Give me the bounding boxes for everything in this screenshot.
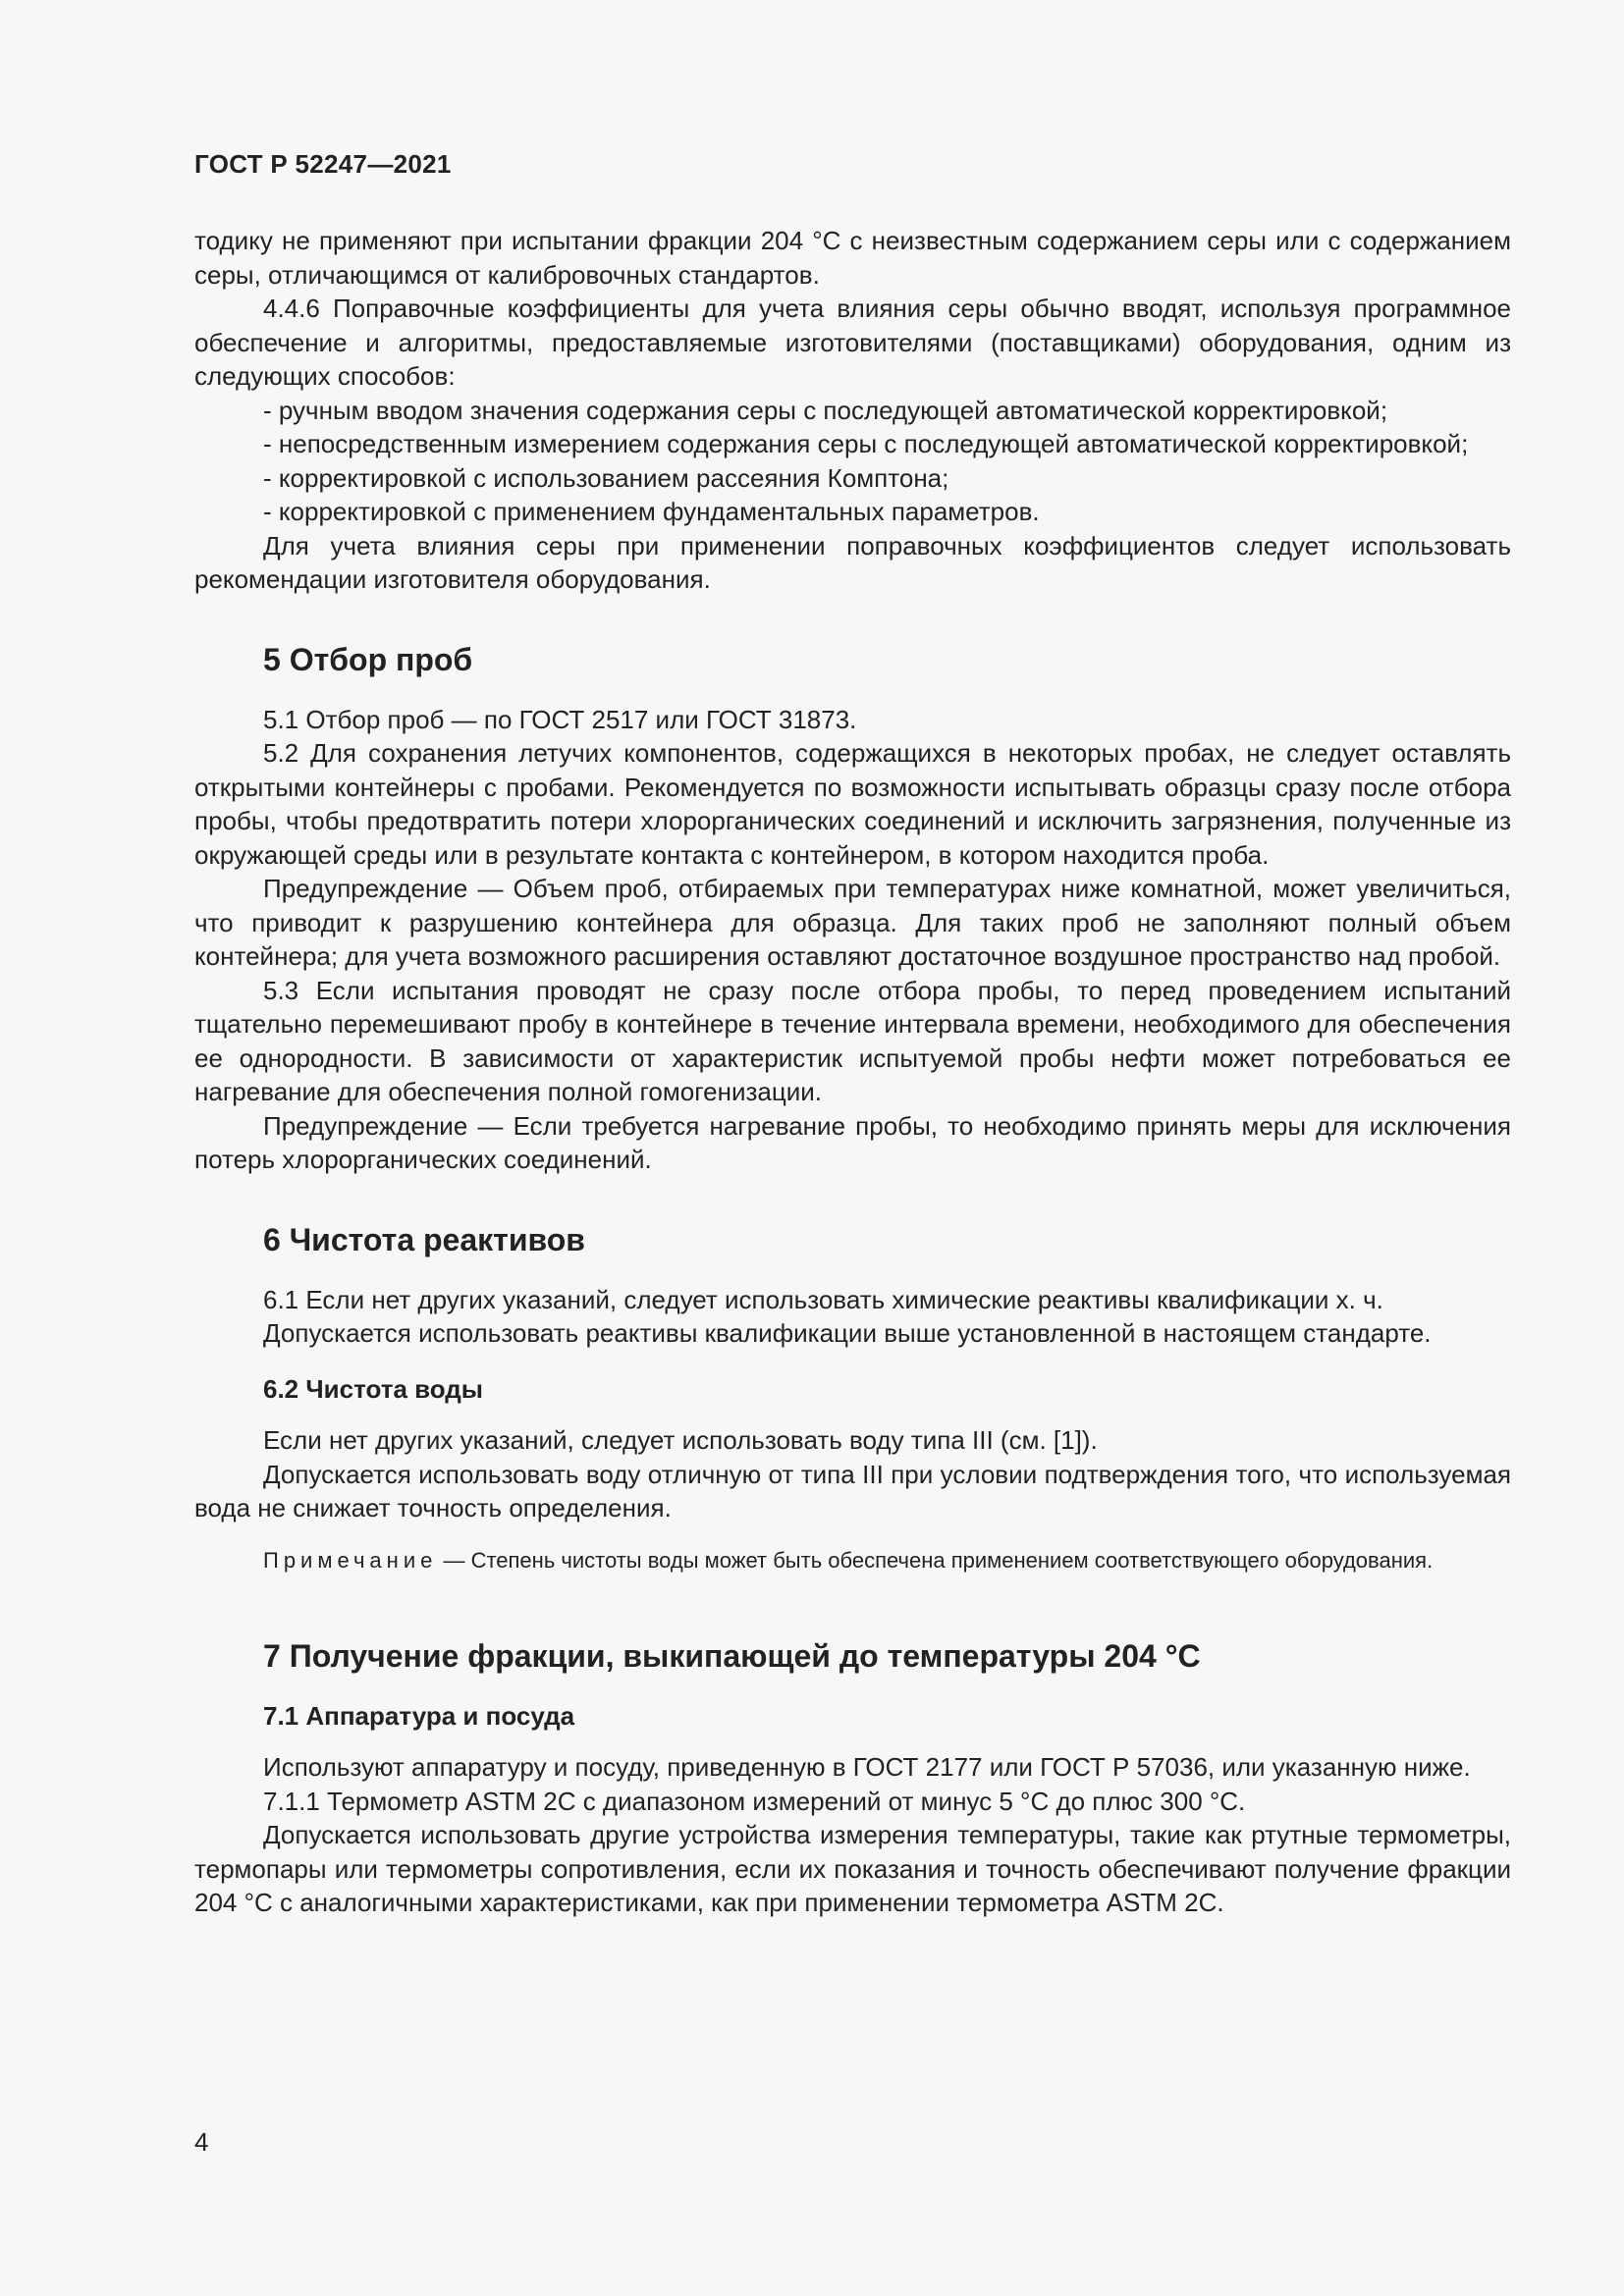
paragraph-continuation: тодику не применяют при испытании фракции 204 °С с неизвестным содержанием серы или с содержанием серы, отличающимся от калибровочных стандартов. xyxy=(194,226,1511,290)
paragraph-6-2-b: Допускается использовать воду отличную от типа III при условии подтверждения того, что используемая вода не снижает точность определения. xyxy=(194,1459,1511,1522)
paragraph-7-1-1-b: Допускается использовать другие устройства измерения температуры, такие как ртутные термометры, термопары или термометры сопротивления, если их показания и точность обеспечивают получение фракции 204 °С с аналогичными характеристиками, как при применении термометра ASTM 2C. xyxy=(194,1820,1511,1917)
subsection-7-1-title: 7.1 Аппаратура и посуда xyxy=(263,1700,575,1731)
paragraph-6-2-a: Если нет других указаний, следует использовать воду типа III (см. [1]). xyxy=(263,1425,1098,1455)
note xyxy=(194,1545,1511,1575)
list-item: - ручным вводом значения содержания серы с последующей автоматической корректировкой; xyxy=(263,395,1388,425)
list-item: - корректировкой с применением фундаментальных параметров. xyxy=(263,497,1040,526)
list-item: - непосредственным измерением содержания серы с последующей автоматической корректировкой; xyxy=(263,429,1469,458)
note-label: Примечание xyxy=(263,1547,438,1573)
paragraph-5-3: 5.3 Если испытания проводят не сразу после отбора пробы, то перед проведением испытаний тщательно перемешивают пробу в контейнере в течение интервала времени, необходимого для обеспечения ее однородности. В зависимости от характеристик испытуемой пробы нефти может потребоваться ее нагревание для обеспечения полной гомогенизации. xyxy=(194,975,1511,1106)
page-number: 4 xyxy=(194,2127,209,2157)
section-7-title: 7 Получение фракции, выкипающей до температуры 204 °С xyxy=(263,1637,1201,1674)
paragraph-4-4-6: 4.4.6 Поправочные коэффициенты для учета влияния серы обычно вводят, используя программное обеспечение и алгоритмы, предоставляемые изготовителями (поставщиками) оборудования, одним из следующих способов: xyxy=(194,294,1511,391)
section-5-title: 5 Отбор проб xyxy=(263,641,473,677)
subsection-6-2-title: 6.2 Чистота воды xyxy=(263,1373,484,1404)
paragraph-5-2: 5.2 Для сохранения летучих компонентов, содержащихся в некоторых пробах, не следует оставлять открытыми контейнеры с пробами. Рекомендуется по возможности испытывать образцы сразу после отбора пробы, чтобы предотвратить потери хлорорганических соединений и исключить загрязнения, полученные из окружающей среды или в результате контакта с контейнером, в котором находится проба. xyxy=(194,738,1511,870)
section-6-title: 6 Чистота реактивов xyxy=(263,1221,585,1257)
paragraph-6-1: 6.1 Если нет других указаний, следует использовать химические реактивы квалификации х. ч. xyxy=(263,1284,1383,1314)
paragraph-warning-2: Предупреждение — Если требуется нагревание пробы, то необходимо принять меры для исключения потерь хлорорганических соединений. xyxy=(194,1110,1511,1174)
document-header: ГОСТ Р 52247—2021 xyxy=(194,149,452,179)
note-text: — Степень чистоты воды может быть обеспечена применением соответствующего оборудования. xyxy=(437,1547,1434,1573)
paragraph-5-1: 5.1 Отбор проб — по ГОСТ 2517 или ГОСТ 31873. xyxy=(263,704,857,734)
paragraph-7-1-1: 7.1.1 Термометр ASTM 2C с диапазоном измерений от минус 5 °С до плюс 300 °С. xyxy=(263,1786,1246,1816)
document-body xyxy=(194,224,1511,1920)
paragraph-6-1-b: Допускается использовать реактивы квалификации выше установленной в настоящем стандарте. xyxy=(263,1318,1432,1348)
paragraph-warning-1: Предупреждение — Объем проб, отбираемых при температурах ниже комнатной, может увеличиться, что приводит к разрушению контейнера для образца. Для таких проб не заполняют полный объем контейнера; для учета возможного расширения оставляют достаточное воздушное пространство над пробой. xyxy=(194,874,1511,971)
paragraph-7-1: Используют аппаратуру и посуду, приведенную в ГОСТ 2177 или ГОСТ Р 57036, или указанную ниже. xyxy=(263,1752,1471,1782)
paragraph-recommendation: Для учета влияния серы при применении поправочных коэффициентов следует использовать рекомендации изготовителя оборудования. xyxy=(194,530,1511,594)
list-item: - корректировкой с использованием рассеяния Комптона; xyxy=(263,462,949,493)
